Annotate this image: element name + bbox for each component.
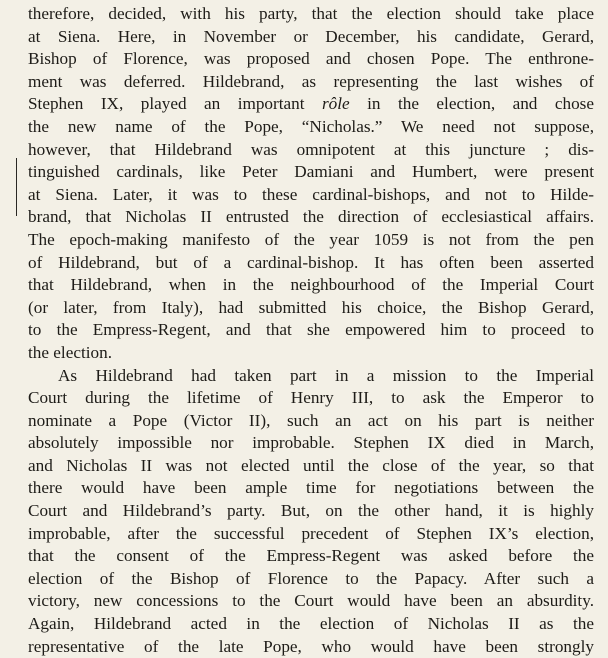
text-line: that Hildebrand, when in the neighbourhood of the Imperial Court bbox=[28, 274, 594, 297]
text-line: at Siena. Later, it was to these cardinal-bishops, and not to Hilde- bbox=[28, 184, 594, 207]
text-line: of Hildebrand, but of a cardinal-bishop. It has often been asserted bbox=[28, 252, 594, 275]
text-line: As Hildebrand had taken part in a mission to the Imperial bbox=[28, 365, 594, 388]
text-line: there would have been ample time for negotiations between the bbox=[28, 477, 594, 500]
text-line: The epoch-making manifesto of the year 1059 is not from the pen bbox=[28, 229, 594, 252]
text-line: Bishop of Florence, was proposed and chosen Pope. The enthrone- bbox=[28, 48, 594, 71]
text-line: Again, Hildebrand acted in the election of Nicholas II as the bbox=[28, 613, 594, 636]
text-line: brand, that Nicholas II entrusted the direction of ecclesiastical affairs. bbox=[28, 206, 594, 229]
text-line: (or later, from Italy), had submitted his choice, the Bishop Gerard, bbox=[28, 297, 594, 320]
text-line: tinguished cardinals, like Peter Damiani and Humbert, were present bbox=[28, 161, 594, 184]
text-line: Stephen IX, played an important rôle in the election, and chose bbox=[28, 93, 594, 116]
text-line: Court and Hildebrand’s party. But, on the other hand, it is highly bbox=[28, 500, 594, 523]
text-line: the election. bbox=[28, 342, 594, 365]
text-line: to the Empress-Regent, and that she empowered him to proceed to bbox=[28, 319, 594, 342]
paragraph-2 bbox=[28, 365, 594, 658]
text-line: Court during the lifetime of Henry III, to ask the Emperor to bbox=[28, 387, 594, 410]
text-line: therefore, decided, with his party, that the election should take place bbox=[28, 3, 594, 26]
text-line: nominate a Pope (Victor II), such an act on his part is neither bbox=[28, 410, 594, 433]
body-text bbox=[28, 3, 594, 658]
text-line: representative of the late Pope, who would have been strongly bbox=[28, 636, 594, 658]
text-line: at Siena. Here, in November or December, his candidate, Gerard, bbox=[28, 26, 594, 49]
text-line: absolutely impossible nor improbable. Stephen IX died in March, bbox=[28, 432, 594, 455]
text-line: that the consent of the Empress-Regent was asked before the bbox=[28, 545, 594, 568]
text-line: however, that Hildebrand was omnipotent at this juncture ; dis- bbox=[28, 139, 594, 162]
text-line: victory, new concessions to the Court would have been an absurdity. bbox=[28, 590, 594, 613]
text-line: election of the Bishop of Florence to the Papacy. After such a bbox=[28, 568, 594, 591]
text-line: ment was deferred. Hildebrand, as representing the last wishes of bbox=[28, 71, 594, 94]
paragraph-1 bbox=[28, 3, 594, 365]
margin-mark bbox=[16, 158, 17, 216]
text-line: the new name of the Pope, “Nicholas.” We need not suppose, bbox=[28, 116, 594, 139]
text-line: improbable, after the successful precedent of Stephen IX’s election, bbox=[28, 523, 594, 546]
text-line: and Nicholas II was not elected until the close of the year, so that bbox=[28, 455, 594, 478]
